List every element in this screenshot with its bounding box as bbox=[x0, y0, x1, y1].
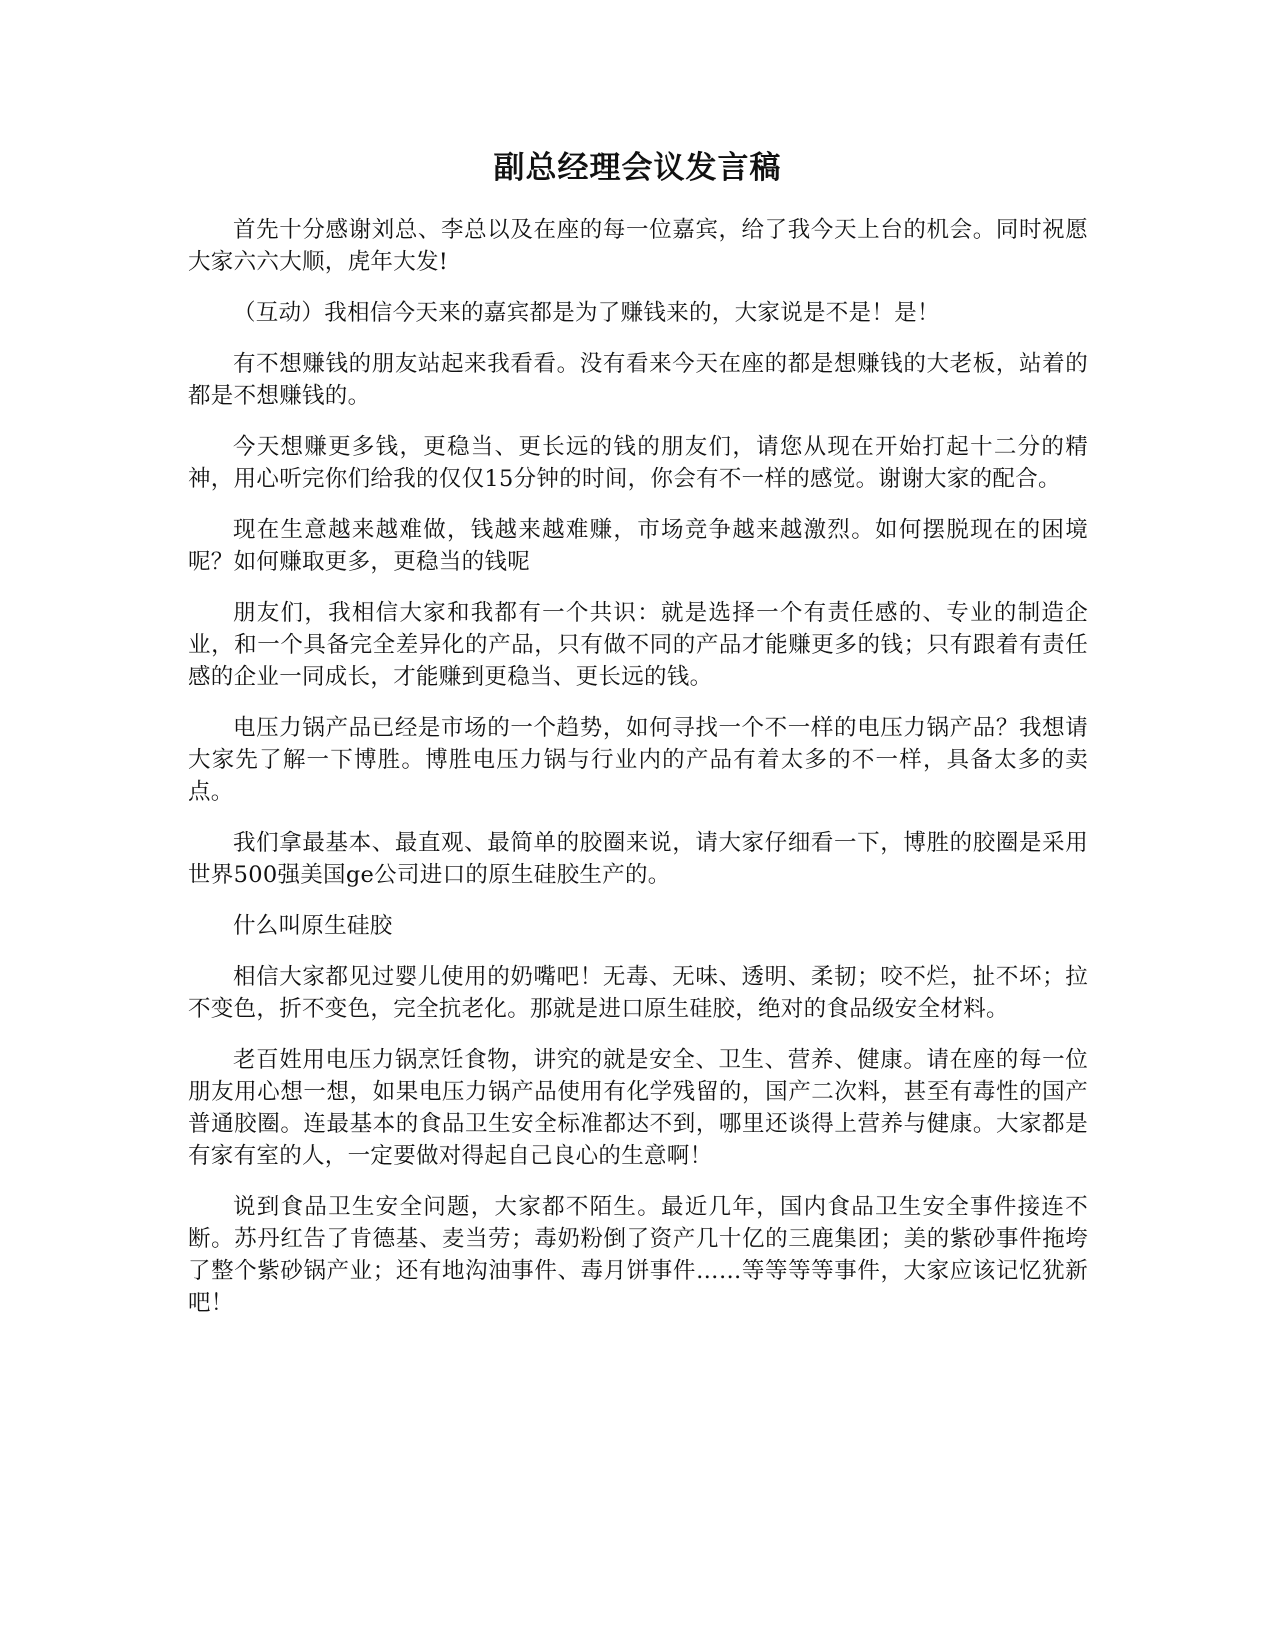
paragraph: 朋友们，我相信大家和我都有一个共识：就是选择一个有责任感的、专业的制造企业，和一个具备完全差异化的产品，只有做不同的产品才能赚更多的钱；只有跟着有责任感的企业一同成长，才能赚到更稳当、更长远的钱。 bbox=[188, 600, 1088, 690]
paragraph: 有不想赚钱的朋友站起来我看看。没有看来今天在座的都是想赚钱的大老板，站着的都是不想赚钱的。 bbox=[188, 351, 1088, 409]
paragraph: 说到食品卫生安全问题，大家都不陌生。最近几年，国内食品卫生安全事件接连不断。苏丹红告了肯德基、麦当劳；毒奶粉倒了资产几十亿的三鹿集团；美的紫砂事件拖垮了整个紫砂锅产业；还有地沟油事件、毒月饼事件……等等等等事件，大家应该记忆犹新吧！ bbox=[188, 1194, 1088, 1316]
paragraph: 相信大家都见过婴儿使用的奶嘴吧！无毒、无味、透明、柔韧；咬不烂，扯不坏；拉不变色，折不变色，完全抗老化。那就是进口原生硅胶，绝对的食品级安全材料。 bbox=[188, 964, 1088, 1022]
paragraph: （互动）我相信今天来的嘉宾都是为了赚钱来的，大家说是不是！是！ bbox=[233, 300, 940, 326]
paragraph: 什么叫原生硅胶 bbox=[233, 913, 393, 939]
paragraph: 现在生意越来越难做，钱越来越难赚，市场竞争越来越激烈。如何摆脱现在的困境呢？如何赚取更多，更稳当的钱呢 bbox=[188, 517, 1088, 575]
paragraph: 首先十分感谢刘总、李总以及在座的每一位嘉宾，给了我今天上台的机会。同时祝愿大家六六大顺，虎年大发! bbox=[188, 217, 1088, 275]
paragraph: 今天想赚更多钱，更稳当、更长远的钱的朋友们，请您从现在开始打起十二分的精神，用心听完你们给我的仅仅15分钟的时间，你会有不一样的感觉。谢谢大家的配合。 bbox=[188, 434, 1088, 492]
paragraph: 我们拿最基本、最直观、最简单的胶圈来说，请大家仔细看一下，博胜的胶圈是采用世界500强美国ge公司进口的原生硅胶生产的。 bbox=[188, 830, 1088, 888]
paragraph: 老百姓用电压力锅烹饪食物，讲究的就是安全、卫生、营养、健康。请在座的每一位朋友用心想一想，如果电压力锅产品使用有化学残留的，国产二次料，甚至有毒性的国产普通胶圈。连最基本的食品卫生安全标准都达不到，哪里还谈得上营养与健康。大家都是有家有室的人，一定要做对得起自己良心的生意啊！ bbox=[188, 1047, 1088, 1169]
document-body bbox=[188, 214, 1088, 1338]
paragraph: 电压力锅产品已经是市场的一个趋势，如何寻找一个不一样的电压力锅产品？我想请大家先了解一下博胜。博胜电压力锅与行业内的产品有着太多的不一样，具备太多的卖点。 bbox=[188, 715, 1088, 805]
document-title: 副总经理会议发言稿 bbox=[493, 150, 782, 186]
